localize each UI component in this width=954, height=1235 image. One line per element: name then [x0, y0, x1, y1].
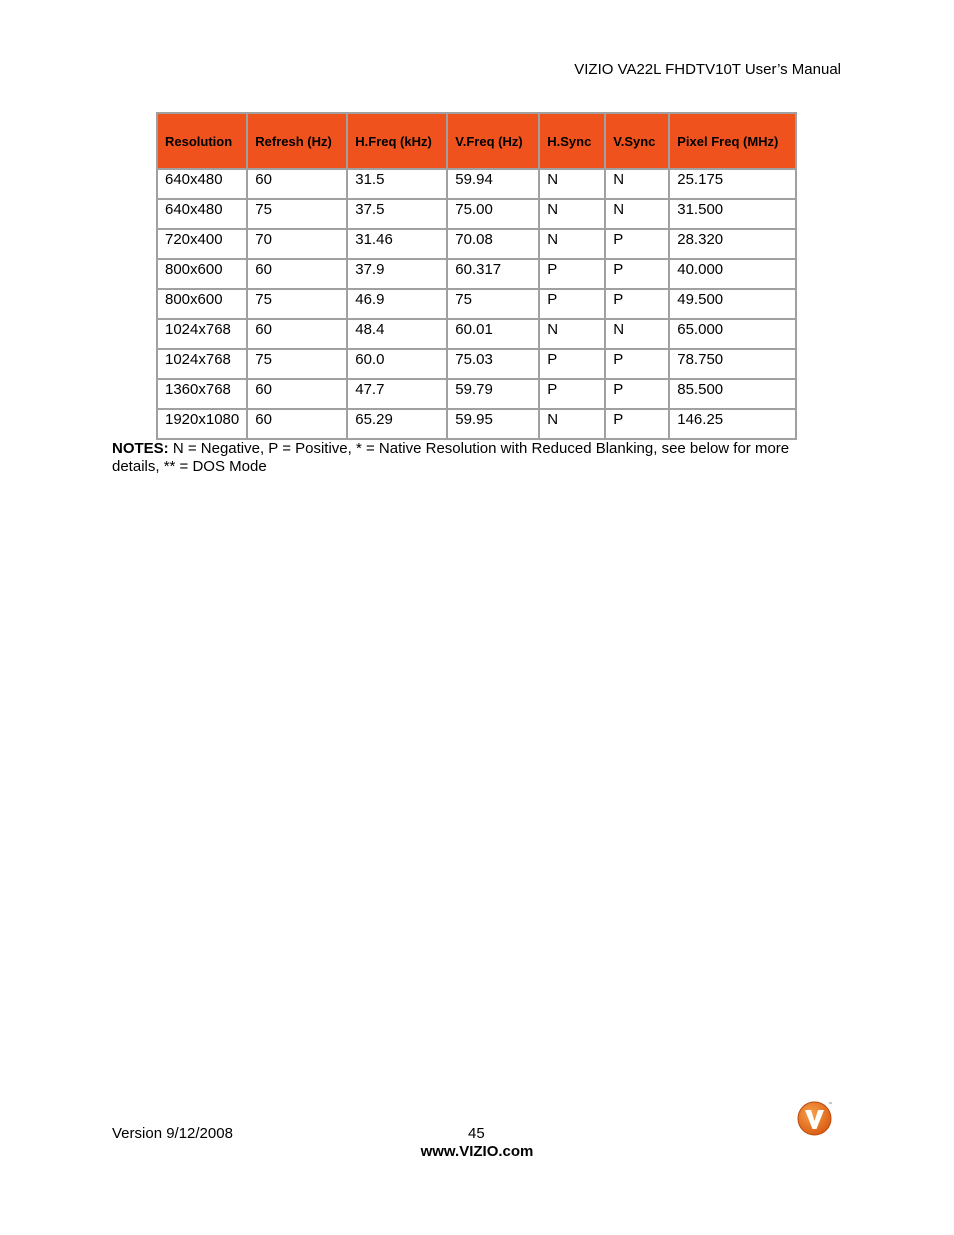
table-cell: 60 — [248, 380, 346, 408]
table-cell: N — [606, 170, 668, 198]
table-row — [158, 410, 795, 438]
table-cell: 40.000 — [670, 260, 795, 288]
table-cell: P — [606, 380, 668, 408]
column-header: Resolution — [158, 114, 246, 168]
table-cell: 70 — [248, 230, 346, 258]
table-cell: 75 — [448, 290, 538, 318]
table-cell: 1024x768 — [158, 350, 246, 378]
table-cell: P — [540, 290, 604, 318]
table-header-row — [158, 114, 795, 168]
notes-label: NOTES: — [112, 440, 169, 457]
table-cell: P — [540, 260, 604, 288]
table-cell: 75.03 — [448, 350, 538, 378]
table-cell: 60.317 — [448, 260, 538, 288]
table-cell: 75.00 — [448, 200, 538, 228]
header-title: VIZIO VA22L FHDTV10T User’s Manual — [574, 61, 841, 78]
table-cell: 75 — [248, 290, 346, 318]
table-cell: N — [606, 200, 668, 228]
table-cell: 28.320 — [670, 230, 795, 258]
page-number: 45 — [468, 1125, 485, 1142]
table-cell: N — [540, 410, 604, 438]
footer-version: Version 9/12/2008 — [112, 1125, 233, 1142]
table-cell: P — [540, 350, 604, 378]
table-cell: 640x480 — [158, 170, 246, 198]
table-cell: 25.175 — [670, 170, 795, 198]
table-cell: N — [540, 320, 604, 348]
notes-text: N = Negative, P = Positive, * = Native Resolution with Reduced Blanking, see below for more details, ** = DOS Mode — [112, 440, 790, 475]
timing-table — [156, 112, 797, 440]
table-row — [158, 170, 795, 198]
table-cell: 1360x768 — [158, 380, 246, 408]
table-cell: P — [606, 230, 668, 258]
table-cell: 78.750 — [670, 350, 795, 378]
table-cell: 640x480 — [158, 200, 246, 228]
column-header: H.Sync — [540, 114, 604, 168]
table-cell: 800x600 — [158, 290, 246, 318]
table-row — [158, 230, 795, 258]
column-header: V.Sync — [606, 114, 668, 168]
table-cell: P — [606, 260, 668, 288]
table-cell: 49.500 — [670, 290, 795, 318]
table-cell: 37.5 — [348, 200, 446, 228]
table-cell: 720x400 — [158, 230, 246, 258]
table-cell: 800x600 — [158, 260, 246, 288]
table-cell: 1920x1080 — [158, 410, 246, 438]
table-cell: 60 — [248, 410, 346, 438]
table-cell: 1024x768 — [158, 320, 246, 348]
column-header: Pixel Freq (MHz) — [670, 114, 795, 168]
table-cell: 85.500 — [670, 380, 795, 408]
table-cell: 146.25 — [670, 410, 795, 438]
table-row — [158, 290, 795, 318]
table-cell: 59.95 — [448, 410, 538, 438]
footer-url[interactable]: www.VIZIO.com — [420, 1143, 534, 1160]
table-cell: 47.7 — [348, 380, 446, 408]
table-cell: 37.9 — [348, 260, 446, 288]
table-cell: 46.9 — [348, 290, 446, 318]
table-cell: 60.0 — [348, 350, 446, 378]
table-cell: 75 — [248, 200, 346, 228]
table-cell: P — [606, 410, 668, 438]
vizio-v-logo-icon — [797, 1101, 832, 1136]
table-cell: 60.01 — [448, 320, 538, 348]
table-cell: P — [606, 350, 668, 378]
table-cell: N — [540, 230, 604, 258]
table-row — [158, 200, 795, 228]
table-row — [158, 350, 795, 378]
table-cell: 60 — [248, 170, 346, 198]
table-row — [158, 320, 795, 348]
table-cell: 70.08 — [448, 230, 538, 258]
svg-text:™: ™ — [828, 1101, 832, 1106]
table-cell: 31.46 — [348, 230, 446, 258]
table-cell: 59.94 — [448, 170, 538, 198]
column-header: H.Freq (kHz) — [348, 114, 446, 168]
table-cell: N — [606, 320, 668, 348]
table-cell: 31.5 — [348, 170, 446, 198]
table-cell: N — [540, 170, 604, 198]
table-row — [158, 380, 795, 408]
table-cell: 65.000 — [670, 320, 795, 348]
column-header: Refresh (Hz) — [248, 114, 346, 168]
table-row — [158, 260, 795, 288]
table-cell: 75 — [248, 350, 346, 378]
table-cell: 31.500 — [670, 200, 795, 228]
table-cell: P — [606, 290, 668, 318]
notes — [112, 440, 832, 476]
table-cell: 59.79 — [448, 380, 538, 408]
column-header: V.Freq (Hz) — [448, 114, 538, 168]
table-cell: 60 — [248, 320, 346, 348]
table-cell: P — [540, 380, 604, 408]
table-cell: 60 — [248, 260, 346, 288]
table-cell: 65.29 — [348, 410, 446, 438]
table-cell: N — [540, 200, 604, 228]
table-cell: 48.4 — [348, 320, 446, 348]
